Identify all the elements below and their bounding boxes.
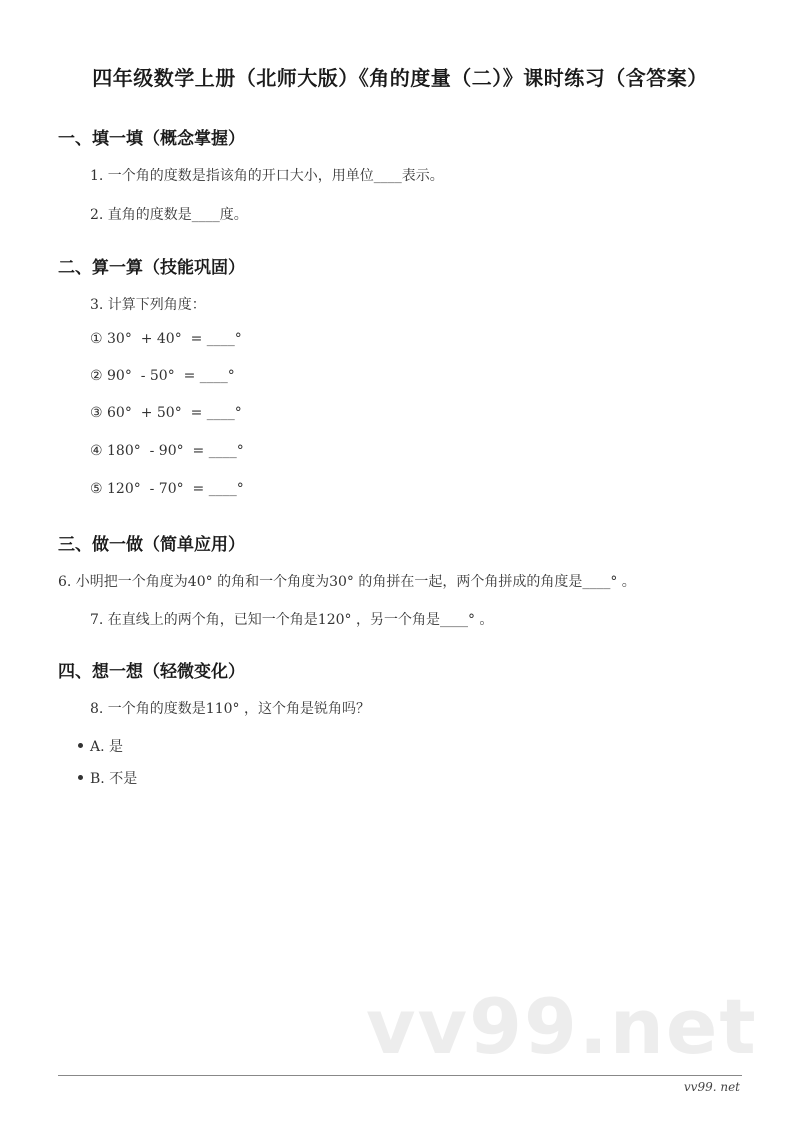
section-heading-apply: 三、做一做（简单应用） xyxy=(58,535,245,555)
question-6: 6. 小明把一个角度为40° 的角和一个角度为30° 的角拼在一起，两个角拼成的角度是____° 。 xyxy=(58,574,636,590)
footer-divider xyxy=(58,1075,742,1076)
question-8: 8. 一个角的度数是110° ，这个角是锐角吗？ xyxy=(90,701,370,717)
calc-item-5: ⑤ 120° - 70° = ____° xyxy=(90,481,244,497)
calc-item-1: ① 30° + 40° = ____° xyxy=(90,331,242,347)
calc-item-2: ② 90° - 50° = ____° xyxy=(90,368,235,384)
option-b-bullet xyxy=(78,775,83,780)
page-title: 四年级数学上册（北师大版）《角的度量（二）》课时练习（含答案） xyxy=(92,66,708,90)
section-heading-calc: 二、算一算（技能巩固） xyxy=(58,258,245,278)
question-2: 2. 直角的度数是____度。 xyxy=(90,207,248,223)
option-a: A. 是 xyxy=(90,739,124,755)
section-heading-fill: 一、填一填（概念掌握） xyxy=(58,129,245,149)
calc-item-4: ④ 180° - 90° = ____° xyxy=(90,443,244,459)
calc-item-3: ③ 60° + 50° = ____° xyxy=(90,405,242,421)
option-b: B. 不是 xyxy=(90,771,138,787)
footer-site: vv99. net xyxy=(683,1080,740,1094)
option-a-bullet xyxy=(78,743,83,748)
question-3: 3. 计算下列角度： xyxy=(90,297,206,313)
question-7: 7. 在直线上的两个角，已知一个角是120° ，另一个角是____° 。 xyxy=(90,612,494,628)
question-1: 1. 一个角的度数是指该角的开口大小，用单位____表示。 xyxy=(90,168,444,184)
section-heading-think: 四、想一想（轻微变化） xyxy=(58,662,245,682)
watermark: vv99.net xyxy=(366,982,758,1071)
